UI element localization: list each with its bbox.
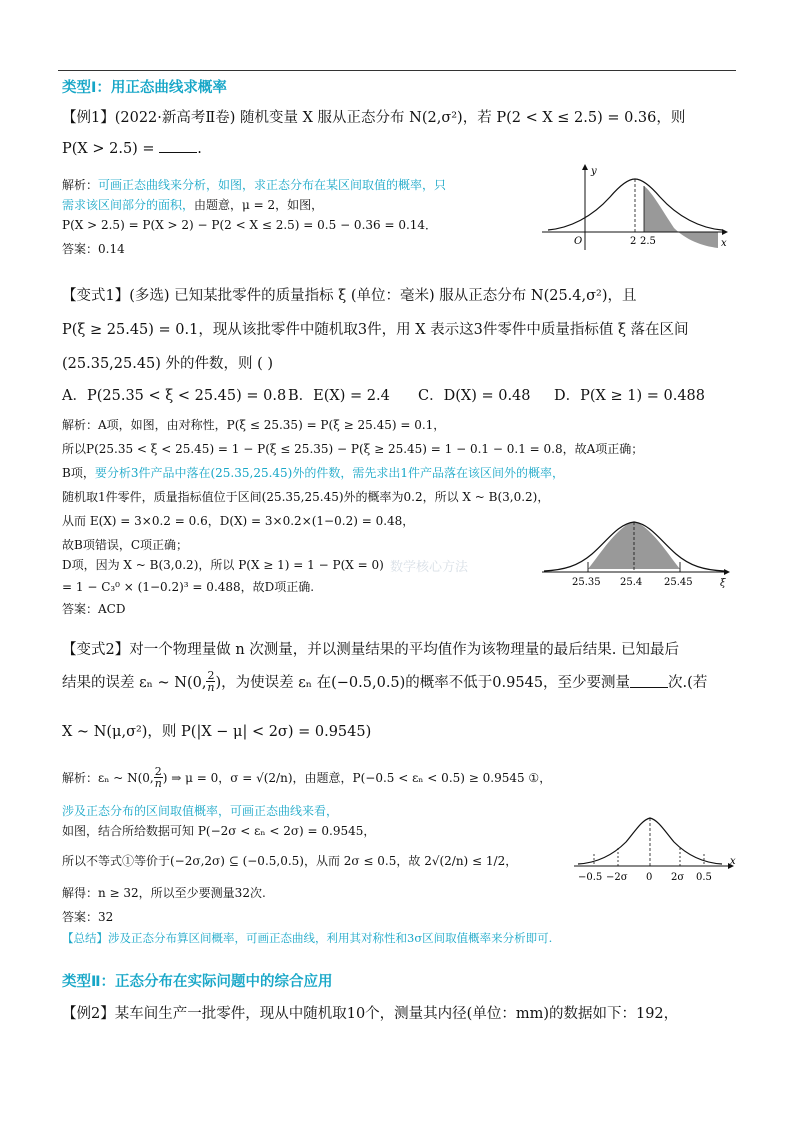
tick-label: 25.4 (620, 577, 643, 588)
xi-axis-label: ξ (720, 578, 726, 589)
variant-1-solution-3: B项，要分析3件产品中落在(25.35,25.45)外的件数，需先求出1件产品落在该区间外的概率， (62, 466, 564, 480)
origin-label: O (574, 236, 583, 247)
variant-2-line1: 【变式2】对一个物理量做 n 次测量，并以测量结果的平均值作为该物理量的最后结果. 已知最后 (62, 642, 679, 658)
x-axis-label: x (730, 856, 736, 867)
section-title: 类型Ⅰ：用正态曲线求概率 (62, 80, 227, 96)
answer-blank[interactable] (159, 140, 197, 153)
variant-2-solution-5: 解得：n ≥ 32，所以至少要测量32次. (62, 886, 266, 900)
example-1-answer: 答案：0.14 (62, 242, 125, 256)
variant-1-line3: (25.35,25.45) 外的件数，则 ( ) (62, 356, 274, 372)
normal-curve-figure-2 (540, 512, 730, 592)
summary-note: 【总结】涉及正态分布算区间概率，可画正态曲线，利用其对称性和3σ区间取值概率来分析即可. (62, 931, 553, 945)
variant-2-solution-3: 如图，结合所给数据可知 P(−2σ < εₙ < 2σ) = 0.9545， (62, 824, 376, 838)
variant-1-solution-7: D项，因为 X ~ B(3,0.2)，所以 P(X ≥ 1) = 1 − P(X = 0) (62, 558, 384, 572)
section-title: 类型Ⅱ：正态分布在实际问题中的综合应用 (62, 974, 333, 990)
variant-2-line2: 结果的误差 εₙ ~ N(0, $\frac{2}{n}$ )，为使误差 εₙ 在(−0.5,0.5)的概率不低于0.9545，至少要测量 次.(若 (62, 669, 708, 694)
example-1-analysis-line2: 需求该区间部分的面积，由题意，μ = 2，如图， (62, 198, 324, 212)
tick-label: 25.45 (664, 577, 693, 588)
example-1-analysis-line3: P(X > 2.5) = P(X > 2) − P(2 < X ≤ 2.5) = 0.5 − 0.36 = 0.14． (62, 218, 438, 232)
variant-2-answer: 答案：32 (62, 910, 114, 924)
tick-label: 25.35 (572, 577, 601, 588)
tick-label: −2σ (606, 872, 628, 883)
answer-blank[interactable] (630, 675, 668, 688)
normal-curve-figure-3 (568, 808, 738, 888)
example-2-statement: 【例2】某车间生产一批零件，现从中随机取10个，测量其内径(单位：mm)的数据如下：192， (62, 1006, 679, 1022)
example-1-analysis-line1: 解析：可画正态曲线来分析，如图，求正态分布在某区间取值的概率，只 (62, 178, 447, 192)
watermark: 数学核心方法 (390, 560, 469, 575)
variant-2-solution-4: 所以不等式①等价于(−2σ,2σ) ⊆ (−0.5,0.5)，从而 2σ ≤ 0.5，故 2√(2/n) ≤ 1/2， (62, 854, 518, 868)
tick-label: 2 (630, 236, 637, 247)
variant-2-line3: X ~ N(μ,σ²)，则 P(|X − μ| < 2σ) = 0.9545) (62, 724, 372, 740)
variant-1-solution-5: 从而 E(X) = 3×0.2 = 0.6，D(X) = 3×0.2×(1−0.2) = 0.48， (62, 514, 415, 528)
tick-label: 2σ (671, 872, 685, 883)
variant-1-answer: 答案：ACD (62, 602, 126, 616)
option-d[interactable]: D．P(X ≥ 1) = 0.488 (554, 388, 705, 404)
option-c[interactable]: C．D(X) = 0.48 (418, 388, 531, 404)
variant-1-line1: 【变式1】(多选) 已知某批零件的质量指标 ξ (单位：毫米) 服从正态分布 N(25.4,σ²)，且 (62, 288, 637, 304)
variant-1-solution-1: 解析：A项，如图，由对称性，P(ξ ≤ 25.35) = P(ξ ≥ 25.45) = 0.1， (62, 418, 446, 432)
tick-label: 0 (646, 872, 653, 883)
tick-label: 2.5 (640, 236, 656, 247)
variant-2-solution-1: 解析：εₙ ~ N(0, $\frac{2}{n}$ ) ⇒ μ = 0，σ = √(2/n)，由题意，P(−0.5 < εₙ < 0.5) ≥ 0.9545 ①， (62, 765, 552, 790)
variant-1-solution-2: 所以P(25.35 < ξ < 25.45) = 1 − P(ξ ≤ 25.35) − P(ξ ≥ 25.45) = 1 − 0.1 − 0.1 = 0.8，故A项正确； (62, 442, 644, 456)
variant-1-solution-4: 随机取1件零件，质量指标值位于区间(25.35,25.45)外的概率为0.2，所以 X ~ B(3,0.2)， (62, 490, 550, 504)
example-1-question: P(X > 2.5) = . (62, 141, 202, 157)
variant-1-line2: P(ξ ≥ 25.45) = 0.1，现从该批零件中随机取3件，用 X 表示这3件零件中质量指标值 ξ 落在区间 (62, 322, 689, 338)
x-axis-label: x (721, 238, 727, 249)
option-b[interactable]: B．E(X) = 2.4 (288, 388, 390, 404)
variant-2-solution-2: 涉及正态分布的区间取值概率，可画正态曲线来看， (62, 804, 339, 818)
normal-curve-figure-1 (540, 162, 730, 252)
y-axis-label: y (591, 166, 597, 177)
top-rule (58, 70, 736, 71)
fraction-2-over-n: $\frac{2}{n}$ (207, 669, 215, 694)
variant-1-solution-6: 故B项错误，C项正确； (62, 538, 189, 552)
variant-1-solution-8: = 1 − C₃⁰ × (1−0.2)³ = 0.488，故D项正确. (62, 580, 315, 594)
tick-label: −0.5 (578, 872, 603, 883)
example-1-statement: 【例1】(2022·新高考Ⅱ卷) 随机变量 X 服从正态分布 N(2,σ²)，若 P(2 < X ≤ 2.5) = 0.36，则 (62, 110, 686, 126)
option-a[interactable]: A．P(25.35 < ξ < 25.45) = 0.8 (62, 388, 287, 404)
tick-label: 0.5 (696, 872, 712, 883)
